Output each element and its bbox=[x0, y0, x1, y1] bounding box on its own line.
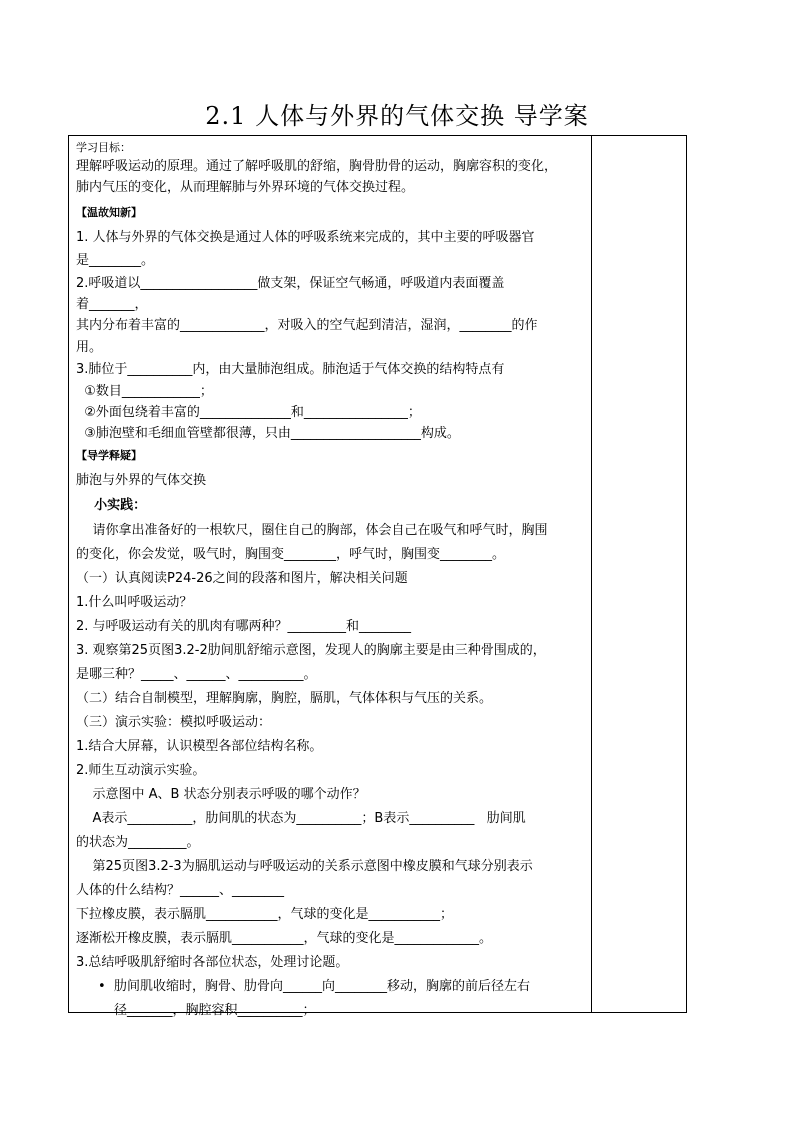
bullet-text-line: 径_______，胸腔容积__________； bbox=[114, 1003, 316, 1018]
text-line: 示意图中 A、B 状态分别表示呼吸的哪个动作？ bbox=[76, 787, 366, 802]
text-line: A表示__________，肋间肌的状态为__________；B表示__________ 肋间肌 bbox=[76, 811, 526, 826]
text-line: 肺内气压的变化，从而理解肺与外界环境的气体交换过程。 bbox=[76, 180, 415, 195]
text-line: ③肺泡壁和毛细血管壁都很薄，只由____________________构成。 bbox=[76, 426, 460, 441]
text-line: 3.肺位于__________内，由大量肺泡组成。肺泡适于气体交换的结构特点有 bbox=[76, 362, 505, 377]
text-line: 人体的什么结构？______、________ bbox=[76, 883, 285, 898]
text-line: 2.师生互动演示实验。 bbox=[76, 763, 206, 778]
bullet-text-line: 肋间肌收缩时，胸骨、肋骨向______向________移动，胸廓的前后径左右 bbox=[114, 979, 531, 994]
text-line: 3. 观察第25页图3.2-2肋间肌舒缩示意图，发现人的胸廓主要是由三种骨围成的， bbox=[76, 643, 546, 658]
page-title: 2.1 人体与外界的气体交换 导学案 bbox=[205, 102, 589, 130]
table-column-divider bbox=[591, 136, 592, 1012]
content-cell bbox=[76, 139, 588, 1023]
text-line: 1. 人体与外界的气体交换是通过人体的呼吸系统来完成的，其中主要的呼吸器官 bbox=[76, 230, 535, 245]
text-line: 的变化，你会发觉，吸气时，胸围变________，呼气时，胸围变________。 bbox=[76, 547, 506, 562]
text-line: 是________。 bbox=[76, 253, 155, 268]
text-line: 第25页图3.2-3为膈肌运动与呼吸运动的关系示意图中橡皮膜和气球分别表示 bbox=[76, 859, 533, 874]
text-line: 1.结合大屏幕，认识模型各部位结构名称。 bbox=[76, 739, 323, 754]
text-line: （一）认真阅读P24-26之间的段落和图片，解决相关问题 bbox=[76, 571, 408, 586]
text-line: 1.什么叫呼吸运动？ bbox=[76, 595, 193, 610]
text-line: 肺泡与外界的气体交换 bbox=[76, 473, 207, 488]
text-line: 请你拿出准备好的一根软尺，圈住自己的胸部，体会自己在吸气和呼气时，胸围 bbox=[76, 523, 548, 538]
text-line: 是哪三种？_____、______、__________。 bbox=[76, 667, 317, 682]
text-line: 2. 与呼吸运动有关的肌肉有哪两种？_________和________ bbox=[76, 619, 412, 634]
text-line: 小实践： bbox=[76, 498, 147, 513]
text-line: 理解呼吸运动的原理。通过了解呼吸肌的舒缩，胸骨肋骨的运动，胸廓容积的变化， bbox=[76, 159, 558, 174]
bullet-item bbox=[76, 975, 588, 1023]
text-line: 学习目标： bbox=[76, 141, 131, 154]
text-line: 着_______， bbox=[76, 297, 148, 312]
text-line: ①数目____________； bbox=[76, 384, 213, 399]
study-guide-table bbox=[68, 135, 687, 1018]
text-line: （二）结合自制模型，理解胸廓，胸腔，膈肌，气体体积与气压的关系。 bbox=[76, 691, 493, 706]
text-line: 用。 bbox=[76, 340, 103, 355]
bullet-icon: • bbox=[98, 979, 106, 994]
text-line: 其内分布着丰富的_____________，对吸入的空气起到清洁，湿润，________的作 bbox=[76, 318, 538, 333]
text-line: 3.总结呼吸肌舒缩时各部位状态，处理讨论题。 bbox=[76, 955, 349, 970]
text-line: 【导学释疑】 bbox=[76, 449, 142, 462]
text-line: 2.呼吸道以__________________做支架，保证空气畅通，呼吸道内表面覆盖 bbox=[76, 276, 505, 291]
text-line: 下拉橡皮膜，表示膈肌___________，气球的变化是___________； bbox=[76, 907, 454, 922]
text-line: ②外面包绕着丰富的______________和________________； bbox=[76, 405, 421, 420]
text-line: 的状态为_________。 bbox=[76, 835, 200, 850]
text-line: （三）演示实验：模拟呼吸运动： bbox=[76, 715, 272, 730]
text-line: 【温故知新】 bbox=[76, 206, 142, 219]
text-line: 逐渐松开橡皮膜，表示膈肌___________，气球的变化是_____________。 bbox=[76, 931, 493, 946]
